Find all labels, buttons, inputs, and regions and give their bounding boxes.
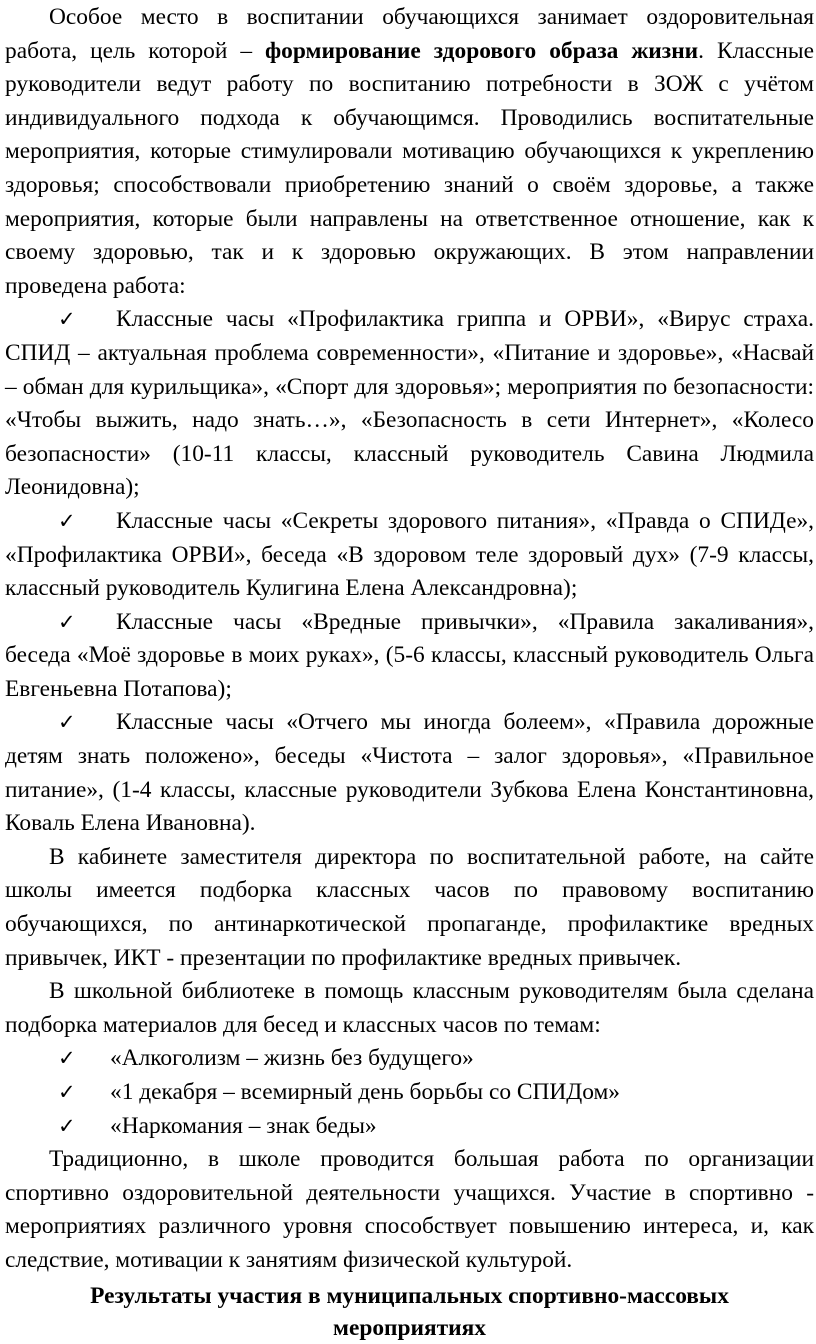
checklist-item xyxy=(5,505,814,606)
intro-text-end: . Классные руководители ведут работу по воспитанию потребности в ЗОЖ с учётом индивидуального подхода к обучающимся. Проводились воспитательные мероприятия, которые стимулировали мотивацию обучающихся к укреплению здоровья; способствовали приобретению знаний о своём здоровье, а также мероприятия, которые были направлены на ответственное отношение, как к своему здоровью, так и к здоровью окружающих. В этом направлении проведена работа: xyxy=(5,37,815,299)
checklist-item-text: Классные часы «Вредные привычки», «Правила закаливания», беседа «Моё здоровье в моих руках», (5-6 классы, классный руководитель Ольга Евгеньевна Потапова); xyxy=(5,608,814,702)
section-heading xyxy=(5,1278,814,1344)
checkmark-icon: ✓ xyxy=(58,609,76,634)
intro-text-start: Особое место в воспитании обучающихся занимает оздоровительная работа, цель которой – xyxy=(5,4,814,64)
checklist-item xyxy=(5,706,814,840)
section-heading-line1: Результаты участия в муниципальных спортивно-массовых xyxy=(90,1282,729,1309)
checkmark-icon: ✓ xyxy=(58,508,76,533)
topic-item xyxy=(5,1076,814,1110)
checklist-item xyxy=(5,606,814,707)
intro-bold-goal: формирование здорового образа жизни xyxy=(265,37,699,64)
topic-item-text: «1 декабря – всемирный день борьбы со СПИДом» xyxy=(110,1079,620,1105)
section-heading-line2: мероприятиях xyxy=(333,1314,486,1341)
checklist-item-text: Классные часы «Секреты здорового питания», «Правда о СПИДе», «Профилактика ОРВИ», беседа «В здоровом теле здоровый дух» (7-9 классы, классный руководитель Кулигина Елена Александровна); xyxy=(5,507,814,602)
topic-item-text: «Наркомания – знак беды» xyxy=(110,1112,377,1139)
checklist-item xyxy=(5,303,814,505)
intro-paragraph xyxy=(5,1,814,303)
checklist-item-text: Классные часы «Профилактика гриппа и ОРВИ», «Вирус страха. СПИД – актуальная проблема современности», «Питание и здоровье», «Насвай – обман для курильщика», «Спорт для здоровья»; мероприятия по безопасности: «Чтобы выжить, надо знать…», «Безопасность в сети Интернет», «Колесо безопасности» (10-11 классы, классный руководитель Савина Людмила Леонидовна); xyxy=(5,306,814,501)
topic-item xyxy=(5,1042,814,1076)
topic-item xyxy=(5,1110,814,1144)
checkmark-icon: ✓ xyxy=(58,307,76,332)
checkmark-icon: ✓ xyxy=(58,1046,76,1071)
checklist-item-text: Классные часы «Отчего мы иногда болеем», «Правила дорожные детям знать положено», беседы «Чистота – залог здоровья», «Правильное питание», (1-4 классы, классные руководители Зубкова Елена Константиновна, Коваль Елена Ивановна). xyxy=(5,709,814,837)
sports-paragraph: Традиционно, в школе проводится большая работа по организации спортивно оздоровительной деятельности учащихся. Участие в спортивно - мероприятиях различного уровня способствует повышению интереса, и, как следствие, мотивации к занятиям физической культурой. xyxy=(5,1146,814,1273)
checkmark-icon: ✓ xyxy=(58,1080,76,1104)
office-paragraph: В кабинете заместителя директора по воспитательной работе, на сайте школы имеется подборка классных часов по правовому воспитанию обучающихся, по антинаркотической пропаганде, профилактике вредных привычек, ИКТ - презентации по профилактике вредных привычек. xyxy=(5,843,814,971)
checkmark-icon: ✓ xyxy=(58,1113,76,1138)
document-page xyxy=(5,1,814,1344)
library-paragraph: В школьной библиотеке в помощь классным руководителям была сделана подборка материалов для бесед и классных часов по темам: xyxy=(5,978,814,1038)
topic-item-text: «Алкоголизм – жизнь без будущего» xyxy=(110,1045,474,1072)
checkmark-icon: ✓ xyxy=(58,710,76,735)
